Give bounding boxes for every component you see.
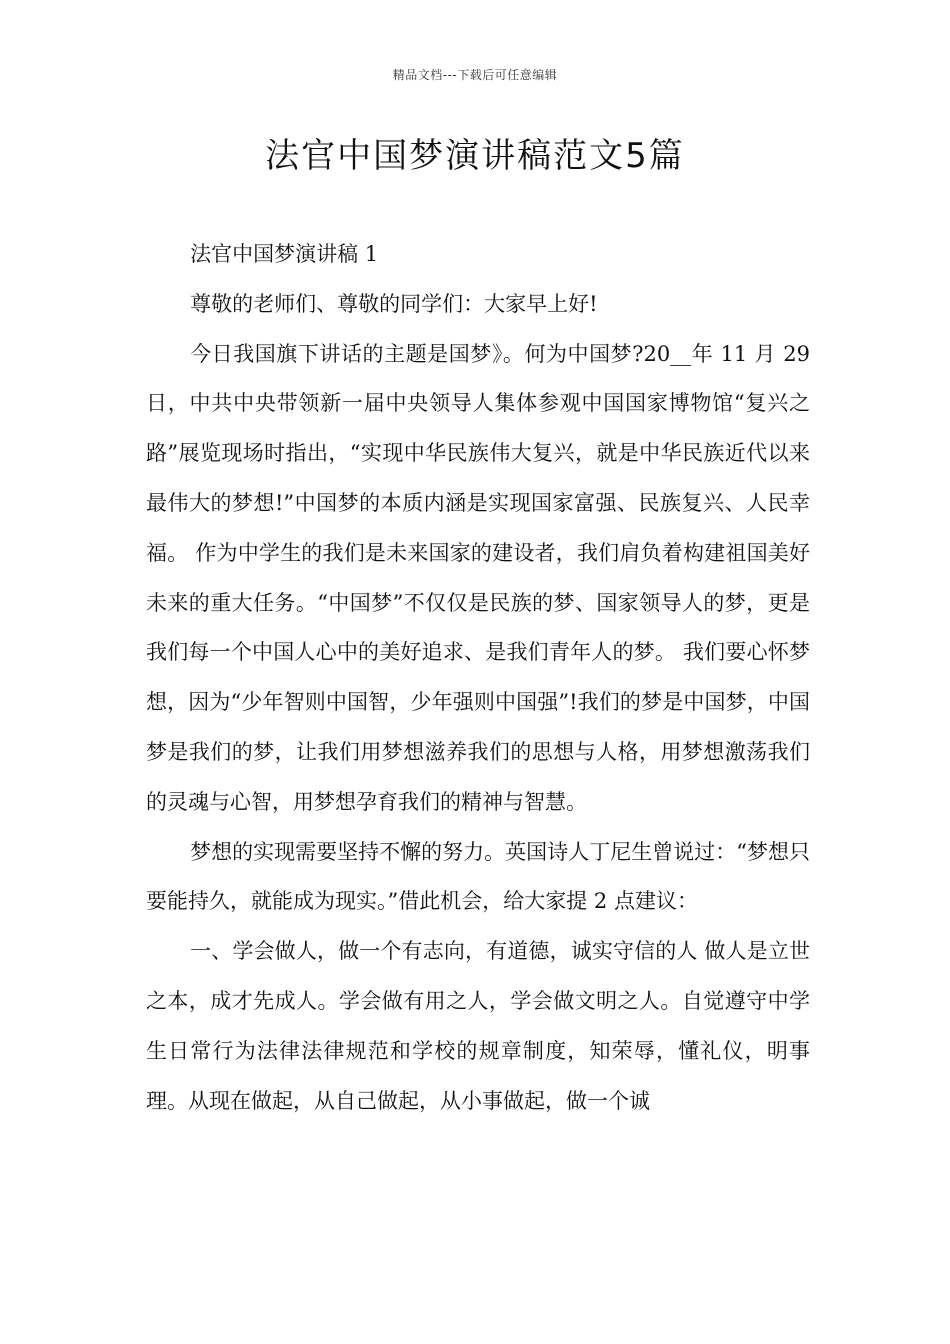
header-note: 精品文档---下载后可任意编辑 bbox=[392, 68, 558, 82]
paragraph-greeting: 尊敬的老师们、尊敬的同学们：大家早上好! bbox=[190, 291, 598, 316]
speech-subheading: 法官中国梦演讲稿 1 bbox=[190, 242, 379, 266]
document-title: 法官中国梦演讲稿范文5篇 bbox=[265, 136, 685, 176]
paragraph-perseverance: 梦想的实现需要坚持不懈的努力。英国诗人丁尼生曾说过：“梦想只要能持久，就能成为现实。”借此机会，给大家提 2 点建议： bbox=[146, 839, 810, 914]
document-body bbox=[146, 230, 810, 1126]
paragraph-china-dream: 今日我国旗下讲话的主题是国梦》。何为中国梦?20__年 11 月 29 日，中共中央带领新一届中央领导人集体参观中国国家博物馆“复兴之路”展览现场时指出，“实现中华民族伟大复兴，就是中华民族近代以来最伟大的梦想!”中国梦的本质内涵是实现国家富强、民族复兴、人民幸福。 作为中学生的我们是未来国家的建设者，我们肩负着构建祖国美好未来的重大任务。“中国梦”不仅仅是民族的梦、国家领导人的梦，更是我们每一个中国人心中的美好追求、是我们青年人的梦。 我们要心怀梦想，因为“少年智则中国智，少年强则中国强”!我们的梦是中国梦，中国梦是我们的梦，让我们用梦想滋养我们的思想与人格，用梦想激荡我们的灵魂与心智，用梦想孕育我们的精神与智慧。 bbox=[146, 341, 810, 814]
paragraph-suggestion-one: 一、学会做人，做一个有志向，有道德，诚实守信的人 做人是立世之本，成才先成人。学会做有用之人，学会做文明之人。自觉遵守中学生日常行为法律法律规范和学校的规章制度，知荣辱，懂礼仪，明事理。从现在做起，从自己做起，从小事做起，做一个诚 bbox=[146, 939, 810, 1113]
